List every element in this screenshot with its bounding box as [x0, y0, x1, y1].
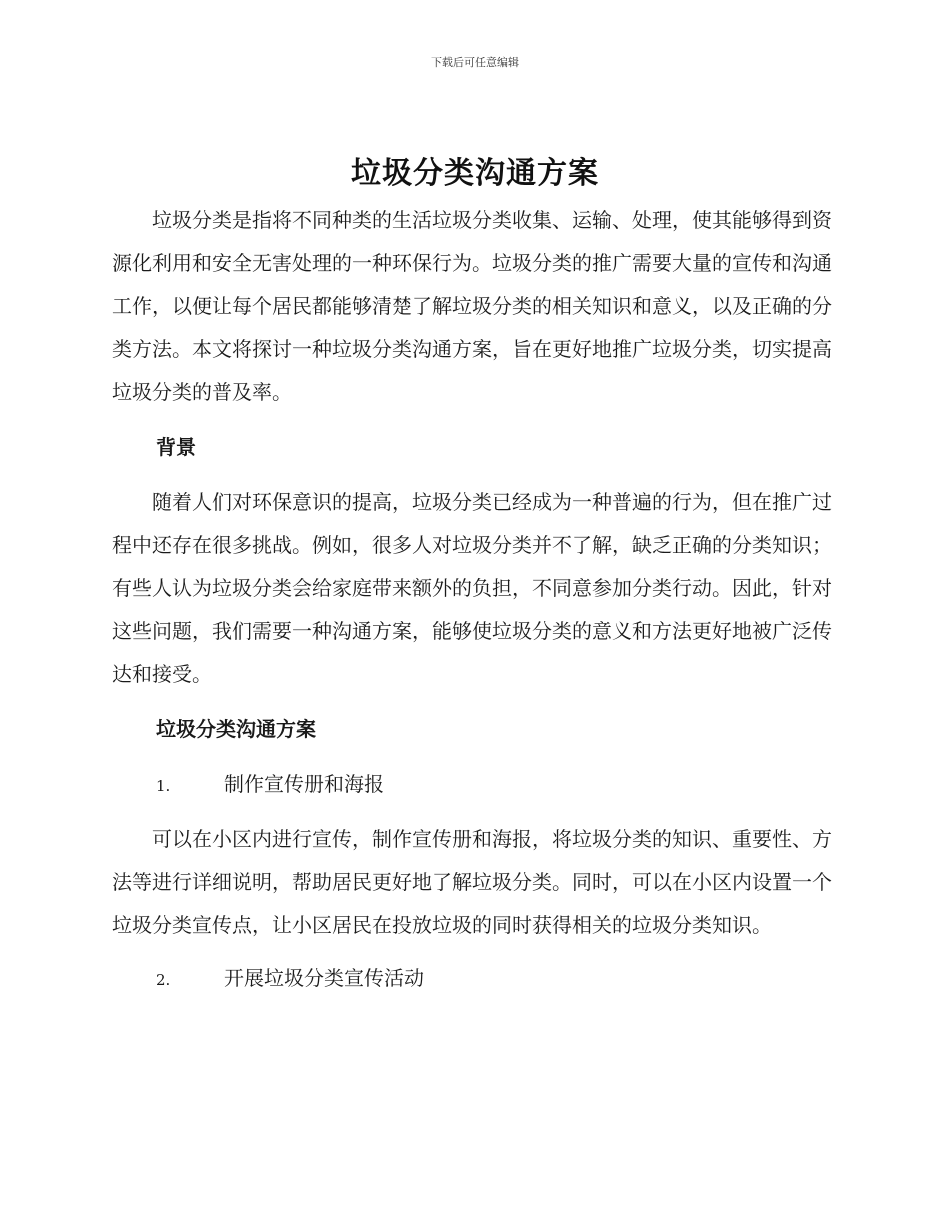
- list-body-1: 可以在小区内进行宣传，制作宣传册和海报，将垃圾分类的知识、重要性、方法等进行详细说明，帮助居民更好地了解垃圾分类。同时，可以在小区内设置一个垃圾分类宣传点，让小区居民在投放垃圾的同时获得相关的垃圾分类知识。: [112, 827, 832, 937]
- list-number-1: 1.: [156, 777, 171, 795]
- list-number-2: 2.: [156, 971, 171, 989]
- section-heading-plan: 垃圾分类沟通方案: [156, 717, 316, 741]
- background-paragraph: 随着人们对环保意识的提高，垃圾分类已经成为一种普遍的行为，但在推广过程中还存在很多挑战。例如，很多人对垃圾分类并不了解，缺乏正确的分类知识；有些人认为垃圾分类会给家庭带来额外的负担，不同意参加分类行动。因此，针对这些问题，我们需要一种沟通方案，能够使垃圾分类的意义和方法更好地被广泛传达和接受。: [112, 490, 832, 686]
- list-item-2: [112, 957, 832, 1002]
- header-note: 下载后可任意编辑: [431, 56, 519, 69]
- list-title-2: 开展垃圾分类宣传活动: [224, 966, 424, 990]
- document-title: 垃圾分类沟通方案: [351, 156, 599, 191]
- intro-paragraph: 垃圾分类是指将不同种类的生活垃圾分类收集、运输、处理，使其能够得到资源化利用和安全无害处理的一种环保行为。垃圾分类的推广需要大量的宣传和沟通工作，以便让每个居民都能够清楚了解垃圾分类的相关知识和意义，以及正确的分类方法。本文将探讨一种垃圾分类沟通方案，旨在更好地推广垃圾分类，切实提高垃圾分类的普及率。: [112, 208, 832, 404]
- document-body: [112, 199, 832, 1012]
- section-heading-background: 背景: [156, 435, 196, 459]
- list-item-1: [112, 763, 832, 808]
- list-title-1: 制作宣传册和海报: [224, 772, 384, 796]
